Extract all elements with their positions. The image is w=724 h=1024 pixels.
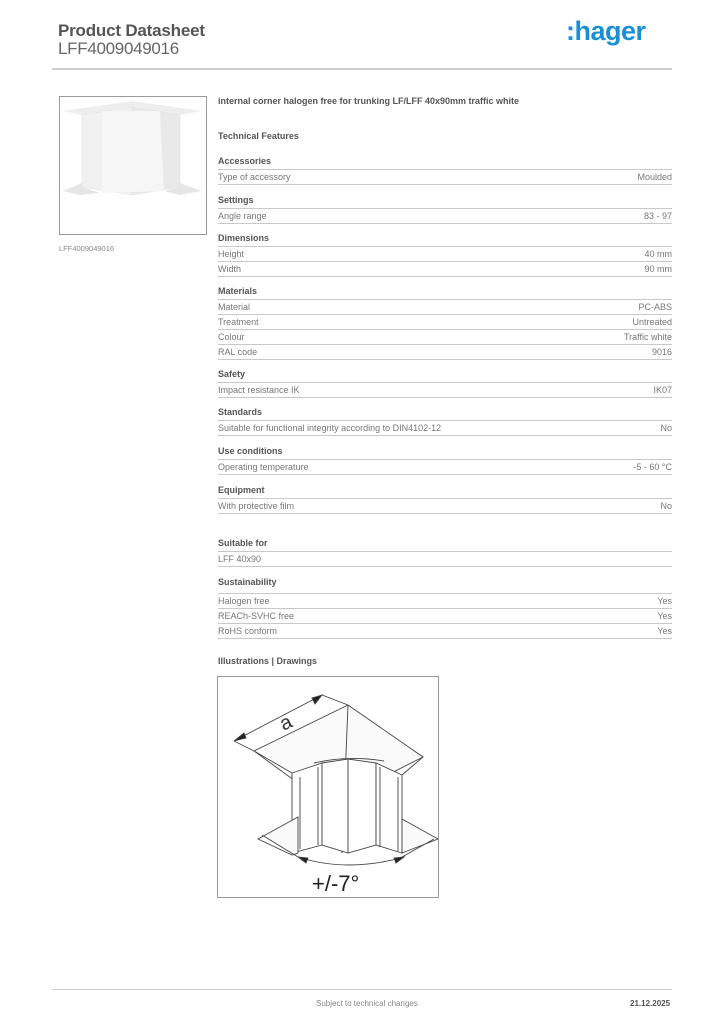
spec-label: Angle range bbox=[218, 211, 267, 221]
page-title: Product Datasheet bbox=[58, 21, 205, 40]
spec-label: REACh-SVHC free bbox=[218, 611, 295, 621]
product-image bbox=[59, 96, 207, 235]
spec-value: 83 - 97 bbox=[643, 211, 672, 221]
footer-note: Subject to technical changes bbox=[316, 999, 418, 1008]
internal-corner-product-photo-icon bbox=[60, 97, 206, 234]
section-title: Settings bbox=[218, 194, 672, 209]
section-sustainability bbox=[218, 576, 672, 639]
hager-logo: :hager bbox=[566, 16, 646, 46]
spec-row bbox=[218, 170, 672, 185]
spec-row bbox=[218, 594, 672, 609]
spec-row bbox=[218, 262, 672, 277]
spec-label: Treatment bbox=[218, 317, 259, 327]
product-image-caption: LFF4009049016 bbox=[59, 244, 115, 253]
footer-date: 21.12.2025 bbox=[630, 999, 671, 1008]
spec-value: Yes bbox=[657, 611, 672, 621]
section-use-conditions bbox=[218, 445, 672, 475]
spec-label: Height bbox=[218, 249, 245, 259]
spec-label: Colour bbox=[218, 332, 245, 342]
spec-value: 90 mm bbox=[644, 264, 672, 274]
spec-label: Suitable for functional integrity according to DIN4102-12 bbox=[218, 423, 442, 433]
section-title: Equipment bbox=[218, 484, 672, 499]
spec-label: RAL code bbox=[218, 347, 258, 357]
suitable-item-label: LFF 40x90 bbox=[218, 554, 262, 564]
internal-corner-technical-drawing-icon bbox=[218, 677, 438, 897]
section-standards bbox=[218, 406, 672, 436]
section-title: Safety bbox=[218, 368, 672, 383]
illustrations-heading: Illustrations | Drawings bbox=[218, 656, 318, 666]
spec-row bbox=[218, 209, 672, 224]
section-title: Suitable for bbox=[218, 537, 672, 552]
spec-row bbox=[218, 460, 672, 475]
spec-value: Untreated bbox=[632, 317, 672, 327]
technical-features-heading: Technical Features bbox=[218, 131, 299, 141]
section-materials bbox=[218, 285, 672, 360]
spec-value: No bbox=[660, 423, 672, 433]
spec-row bbox=[218, 499, 672, 514]
spec-row bbox=[218, 421, 672, 436]
section-suitable-for bbox=[218, 537, 672, 567]
section-safety bbox=[218, 368, 672, 398]
product-code: LFF4009049016 bbox=[58, 39, 179, 58]
product-description: internal corner halogen free for trunking LF/LFF 40x90mm traffic white bbox=[218, 96, 520, 106]
spec-value: IK07 bbox=[653, 385, 672, 395]
svg-text:+/-7°: +/-7° bbox=[312, 871, 360, 896]
spec-row bbox=[218, 609, 672, 624]
spec-value: No bbox=[660, 501, 672, 511]
section-equipment bbox=[218, 484, 672, 514]
spec-label: RoHS conform bbox=[218, 626, 278, 636]
section-settings bbox=[218, 194, 672, 224]
spec-label: Impact resistance IK bbox=[218, 385, 300, 395]
spec-label: Width bbox=[218, 264, 242, 274]
section-dimensions bbox=[218, 232, 672, 277]
header-divider bbox=[52, 68, 672, 70]
section-title: Materials bbox=[218, 285, 672, 300]
section-title: Use conditions bbox=[218, 445, 672, 460]
section-title: Standards bbox=[218, 406, 672, 421]
spec-row bbox=[218, 345, 672, 360]
spec-row bbox=[218, 624, 672, 639]
spec-value: -5 - 60 °C bbox=[633, 462, 672, 472]
spec-label: Halogen free bbox=[218, 596, 270, 606]
spec-label: With protective film bbox=[218, 501, 295, 511]
spec-value: Yes bbox=[657, 596, 672, 606]
suitable-item bbox=[218, 552, 672, 567]
spec-row bbox=[218, 247, 672, 262]
spec-label: Material bbox=[218, 302, 251, 312]
spec-value: 40 mm bbox=[644, 249, 672, 259]
svg-text:a: a bbox=[276, 710, 296, 736]
spec-value: PC-ABS bbox=[638, 302, 672, 312]
spec-label: Type of accessory bbox=[218, 172, 291, 182]
section-title: Dimensions bbox=[218, 232, 672, 247]
section-accessories bbox=[218, 155, 672, 185]
spec-row bbox=[218, 300, 672, 315]
footer-divider bbox=[52, 989, 672, 990]
spec-row bbox=[218, 330, 672, 345]
section-title: Accessories bbox=[218, 155, 672, 170]
spec-value: Moulded bbox=[637, 172, 672, 182]
section-title: Sustainability bbox=[218, 576, 672, 594]
spec-value: 9016 bbox=[651, 347, 672, 357]
technical-drawing bbox=[217, 676, 439, 898]
spec-value: Yes bbox=[657, 626, 672, 636]
spec-value: Traffic white bbox=[623, 332, 672, 342]
spec-label: Operating temperature bbox=[218, 462, 309, 472]
spec-row bbox=[218, 383, 672, 398]
spec-row bbox=[218, 315, 672, 330]
